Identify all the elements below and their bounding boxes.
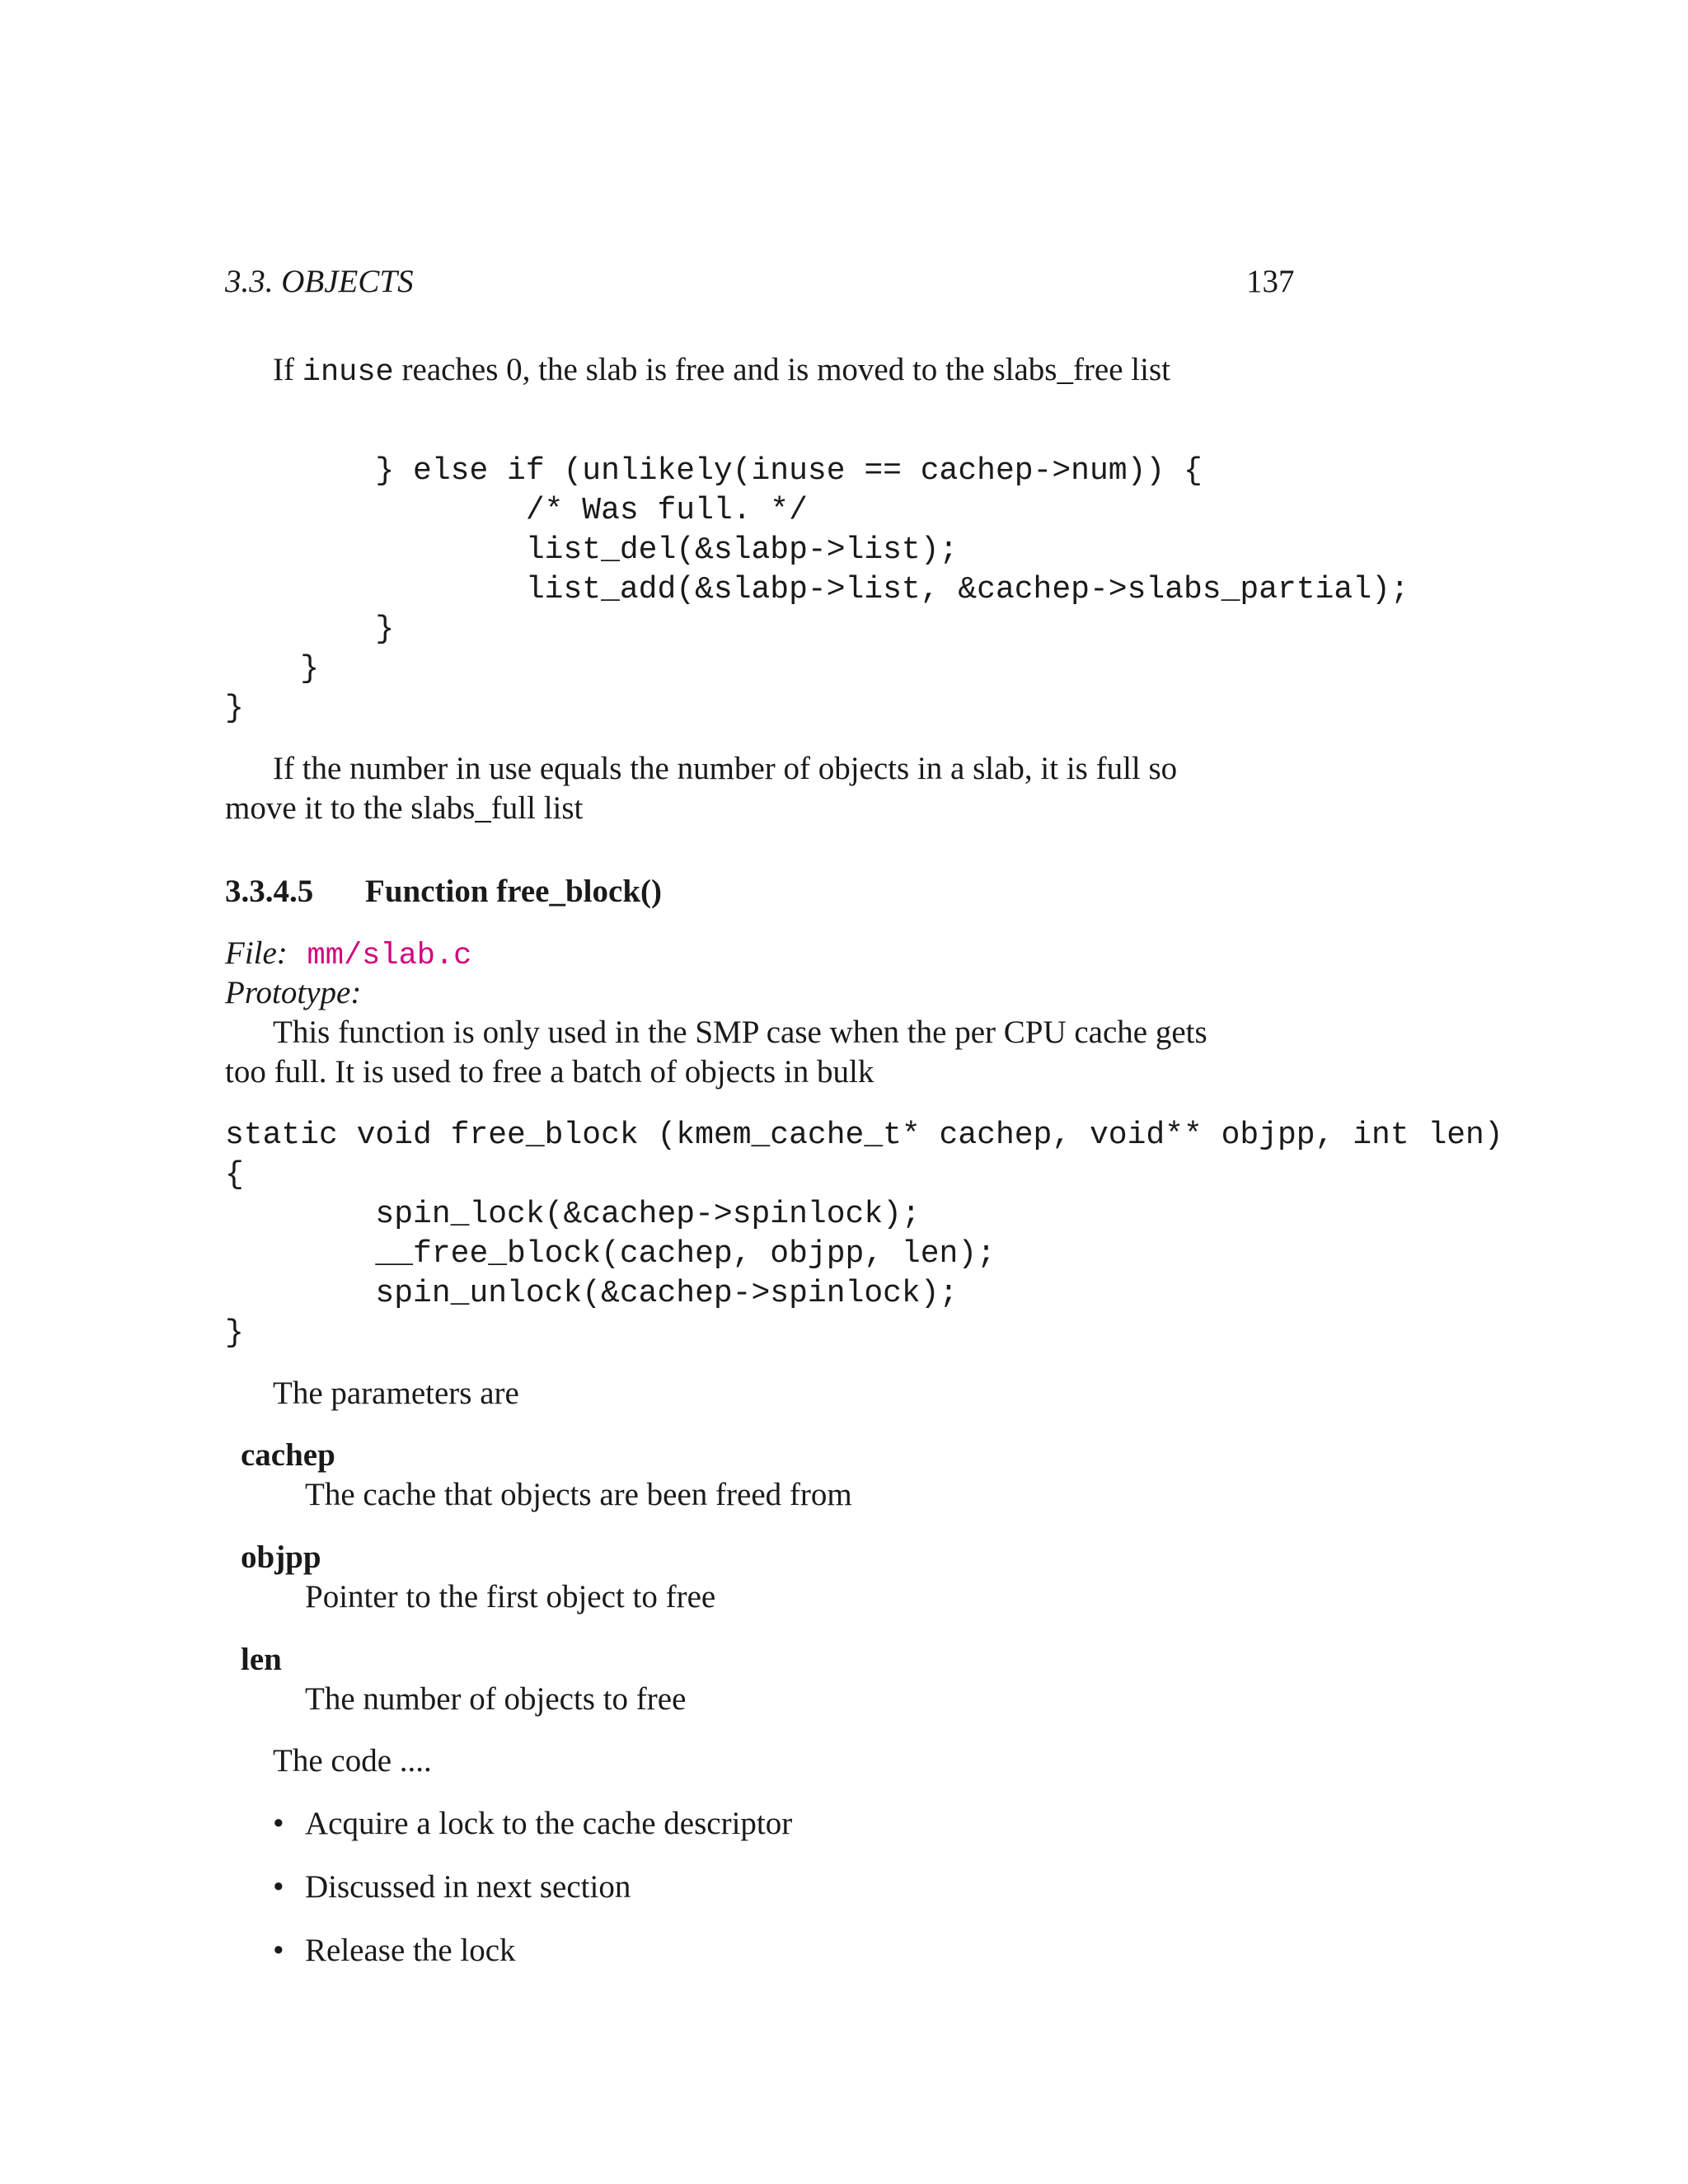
document-page bbox=[225, 0, 1503, 2184]
file-path-link[interactable]: mm/slab.c bbox=[307, 939, 472, 973]
bullet-item: Acquire a lock to the cache descriptor bbox=[305, 1806, 793, 1841]
intro-text-after: reaches 0, the slab is free and is moved to the slabs_free list bbox=[393, 352, 1170, 387]
parameter-name: cachep bbox=[241, 1437, 335, 1473]
running-header-section: 3.3. OBJECTS bbox=[225, 264, 414, 299]
code-line: static void free_block (kmem_cache_t* cachep, void** objpp, int len) bbox=[225, 1118, 1503, 1153]
parameter-description: The cache that objects are been freed from bbox=[305, 1477, 852, 1512]
file-line bbox=[225, 934, 471, 976]
full-text-line: move it to the slabs_full list bbox=[225, 790, 584, 826]
inline-code-inuse: inuse bbox=[302, 355, 394, 390]
code-intro: The code .... bbox=[273, 1743, 432, 1779]
code-line: spin_unlock(&cachep->spinlock); bbox=[225, 1276, 959, 1311]
code-line: } bbox=[225, 651, 320, 687]
parameter-name: len bbox=[241, 1642, 282, 1677]
bullet-icon: • bbox=[273, 1806, 284, 1841]
file-label: File: bbox=[225, 935, 288, 971]
bullet-icon: • bbox=[273, 1933, 284, 1968]
parameter-name: objpp bbox=[241, 1540, 321, 1575]
code-line: { bbox=[225, 1157, 244, 1193]
code-line: spin_lock(&cachep->spinlock); bbox=[225, 1197, 921, 1232]
bullet-item: Discussed in next section bbox=[305, 1869, 631, 1905]
bullet-item: Release the lock bbox=[305, 1933, 516, 1968]
intro-paragraph bbox=[273, 350, 1170, 392]
page-number: 137 bbox=[1246, 264, 1295, 299]
parameter-description: The number of objects to free bbox=[305, 1681, 687, 1717]
prototype-label: Prototype: bbox=[225, 975, 362, 1010]
code-line: } bbox=[225, 1315, 244, 1351]
description-line: This function is only used in the SMP case when the per CPU cache gets bbox=[273, 1015, 1207, 1050]
code-line: __free_block(cachep, objpp, len); bbox=[225, 1236, 996, 1272]
bullet-icon: • bbox=[273, 1869, 284, 1905]
parameters-intro: The parameters are bbox=[273, 1376, 519, 1411]
intro-text-before: If bbox=[273, 352, 302, 387]
code-line: list_del(&slabp->list); bbox=[225, 532, 959, 568]
code-line: } bbox=[225, 612, 395, 647]
code-line: list_add(&slabp->list, &cachep->slabs_partial); bbox=[225, 572, 1409, 607]
description-line: too full. It is used to free a batch of objects in bulk bbox=[225, 1054, 874, 1090]
code-line: } bbox=[225, 691, 244, 726]
code-line: } else if (unlikely(inuse == cachep->num)) { bbox=[225, 453, 1203, 489]
section-number: 3.3.4.5 bbox=[225, 874, 314, 909]
parameter-description: Pointer to the first object to free bbox=[305, 1579, 716, 1615]
code-line: /* Was full. */ bbox=[225, 493, 808, 528]
section-title: Function free_block() bbox=[365, 874, 662, 909]
full-text-line: If the number in use equals the number of objects in a slab, it is full so bbox=[273, 751, 1178, 786]
